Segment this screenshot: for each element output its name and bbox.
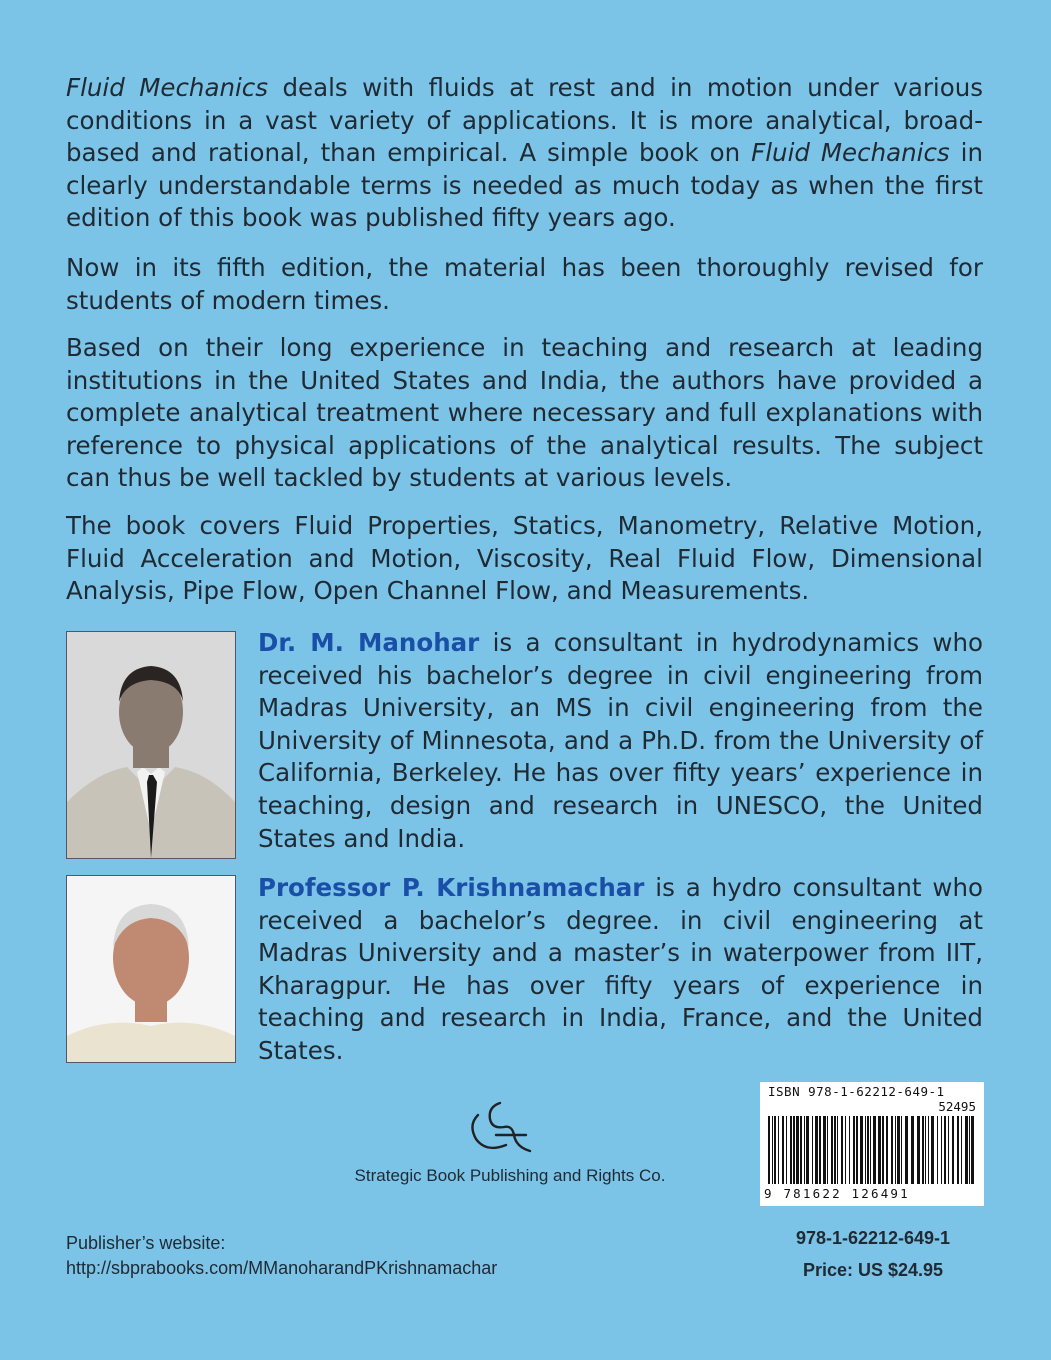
blurb-paragraph-2: Now in its fifth edition, the material has been thoroughly revised for students of modern times.: [66, 253, 983, 315]
barcode-bar: [860, 1116, 863, 1184]
barcode-bar: [867, 1116, 869, 1184]
barcode-bar: [971, 1116, 974, 1184]
isbn-barcode: [760, 1082, 984, 1206]
author-bio-text: is a consultant in hydrodynamics who received his bachelor’s degree in civil engineering from Madras University, an MS in civil engineering from the University of Minnesota, and a Ph.D. from the University of California, Berkeley. He has over fifty years’ experience in teaching, design and research in UNESCO, the United States and India.: [258, 628, 983, 853]
barcode-bar: [886, 1116, 888, 1184]
barcode-bar: [941, 1116, 942, 1184]
barcode-bar: [878, 1116, 881, 1184]
barcode-bar: [772, 1116, 773, 1184]
book-title-italic: Fluid Mechanics: [751, 138, 950, 168]
barcode-bar: [865, 1116, 866, 1184]
barcode-bar: [812, 1116, 813, 1184]
barcode-bar: [931, 1116, 934, 1184]
barcode-bar: [897, 1116, 900, 1184]
isbn-number: 978-1-62212-649-1: [795, 1228, 951, 1248]
barcode-bar: [782, 1116, 784, 1184]
author-manohar: [66, 627, 983, 857]
barcode-bar: [819, 1116, 821, 1184]
barcode-bar: [778, 1116, 779, 1184]
publisher-logo: [300, 1095, 700, 1163]
author-bio-krishnamachar: [258, 872, 983, 1068]
barcode-bar: [774, 1116, 776, 1184]
barcode-bar: [948, 1116, 949, 1184]
barcode-bar: [845, 1116, 846, 1184]
barcode-bar: [965, 1116, 968, 1184]
barcode-bar: [853, 1116, 855, 1184]
barcode-bar: [806, 1116, 809, 1184]
publisher-name: Strategic Book Publishing and Rights Co.: [354, 1166, 666, 1185]
barcode-bar: [823, 1116, 826, 1184]
barcode-bar: [827, 1116, 828, 1184]
barcode-bar: [952, 1116, 954, 1184]
website-label: Publisher’s website:: [66, 1233, 226, 1253]
barcode-bar: [891, 1116, 893, 1184]
barcode-bar: [849, 1116, 850, 1184]
barcode-bar: [944, 1116, 946, 1184]
author-bio-manohar: [258, 627, 983, 855]
barcode-isbn-label: ISBN 978-1-62212-649-1: [768, 1084, 945, 1099]
barcode-bar: [901, 1116, 902, 1184]
author-photo-krishnamachar: [66, 875, 236, 1063]
barcode-bar: [768, 1116, 770, 1184]
barcode-bar: [870, 1116, 871, 1184]
author-name: Dr. M. Manohar: [258, 628, 480, 657]
barcode-digits: 9 781622 126491: [764, 1186, 910, 1201]
publisher-logo-icon: [300, 1095, 700, 1159]
barcode-bar: [841, 1116, 843, 1184]
book-title-italic: Fluid Mechanics: [66, 73, 269, 102]
barcode-bar: [957, 1116, 959, 1184]
price: Price: US $24.95: [802, 1260, 944, 1280]
barcode-bar: [796, 1116, 799, 1184]
blurb-paragraph-3: Based on their long experience in teaching and research at leading institutions in the United States and India, the authors have provided a complete analytical treatment where necessary and full explanations with reference to physical applications of the analytical results. The subject can thus be well tackled by students at various levels.: [66, 333, 983, 493]
barcode-bar: [961, 1116, 962, 1184]
author-name: Professor P. Krishnamachar: [258, 873, 645, 902]
barcode-bar: [815, 1116, 818, 1184]
barcode-bar: [873, 1116, 876, 1184]
barcode-price-code: 52495: [938, 1099, 976, 1114]
barcode-bar: [804, 1116, 805, 1184]
blurb-text: deals with fluids at rest and in motion under various conditions in a vast variety of applications. It is more analytical, broad-based and rational, than empirical. A simple book on: [66, 73, 983, 168]
barcode-bar: [786, 1116, 787, 1184]
barcode-bar: [800, 1116, 802, 1184]
barcode-bar: [834, 1116, 836, 1184]
barcode-bar: [790, 1116, 792, 1184]
barcode-bar: [831, 1116, 833, 1184]
barcode-bar: [911, 1116, 914, 1184]
barcode-bar: [793, 1116, 795, 1184]
barcode-bar: [922, 1116, 924, 1184]
author-krishnamachar: [66, 872, 983, 1064]
author-photo-manohar: [66, 631, 236, 859]
barcode-bar: [905, 1116, 908, 1184]
barcode-bar: [917, 1116, 920, 1184]
barcode-bars: [768, 1116, 978, 1186]
barcode-bar: [969, 1116, 970, 1184]
barcode-bar: [928, 1116, 929, 1184]
website-url[interactable]: http://sbprabooks.com/MManoharandPKrishnamachar: [66, 1258, 498, 1278]
blurb-paragraph-4: The book covers Fluid Properties, Statics, Manometry, Relative Motion, Fluid Acceleration and Motion, Viscosity, Real Fluid Flow, Dimensional Analysis, Pipe Flow, Open Channel Flow, and Measurements.: [66, 511, 983, 606]
barcode-bar: [882, 1116, 884, 1184]
barcode-bar: [837, 1116, 838, 1184]
barcode-bar: [937, 1116, 938, 1184]
barcode-bar: [856, 1116, 858, 1184]
blurb-text: in clearly understandable terms is needed as much today as when the first edition of this book was published fifty years ago.: [66, 138, 984, 233]
barcode-bar: [925, 1116, 926, 1184]
barcode-bar: [895, 1116, 896, 1184]
blurb-paragraph-1: [66, 72, 983, 235]
author-bio-text: is a hydro consultant who received a bachelor’s degree. in civil engineering at Madras University and a master’s in waterpower from IIT, Kharagpur. He has over fifty years of experience in teaching and research in India, France, and the United States.: [258, 873, 983, 1065]
